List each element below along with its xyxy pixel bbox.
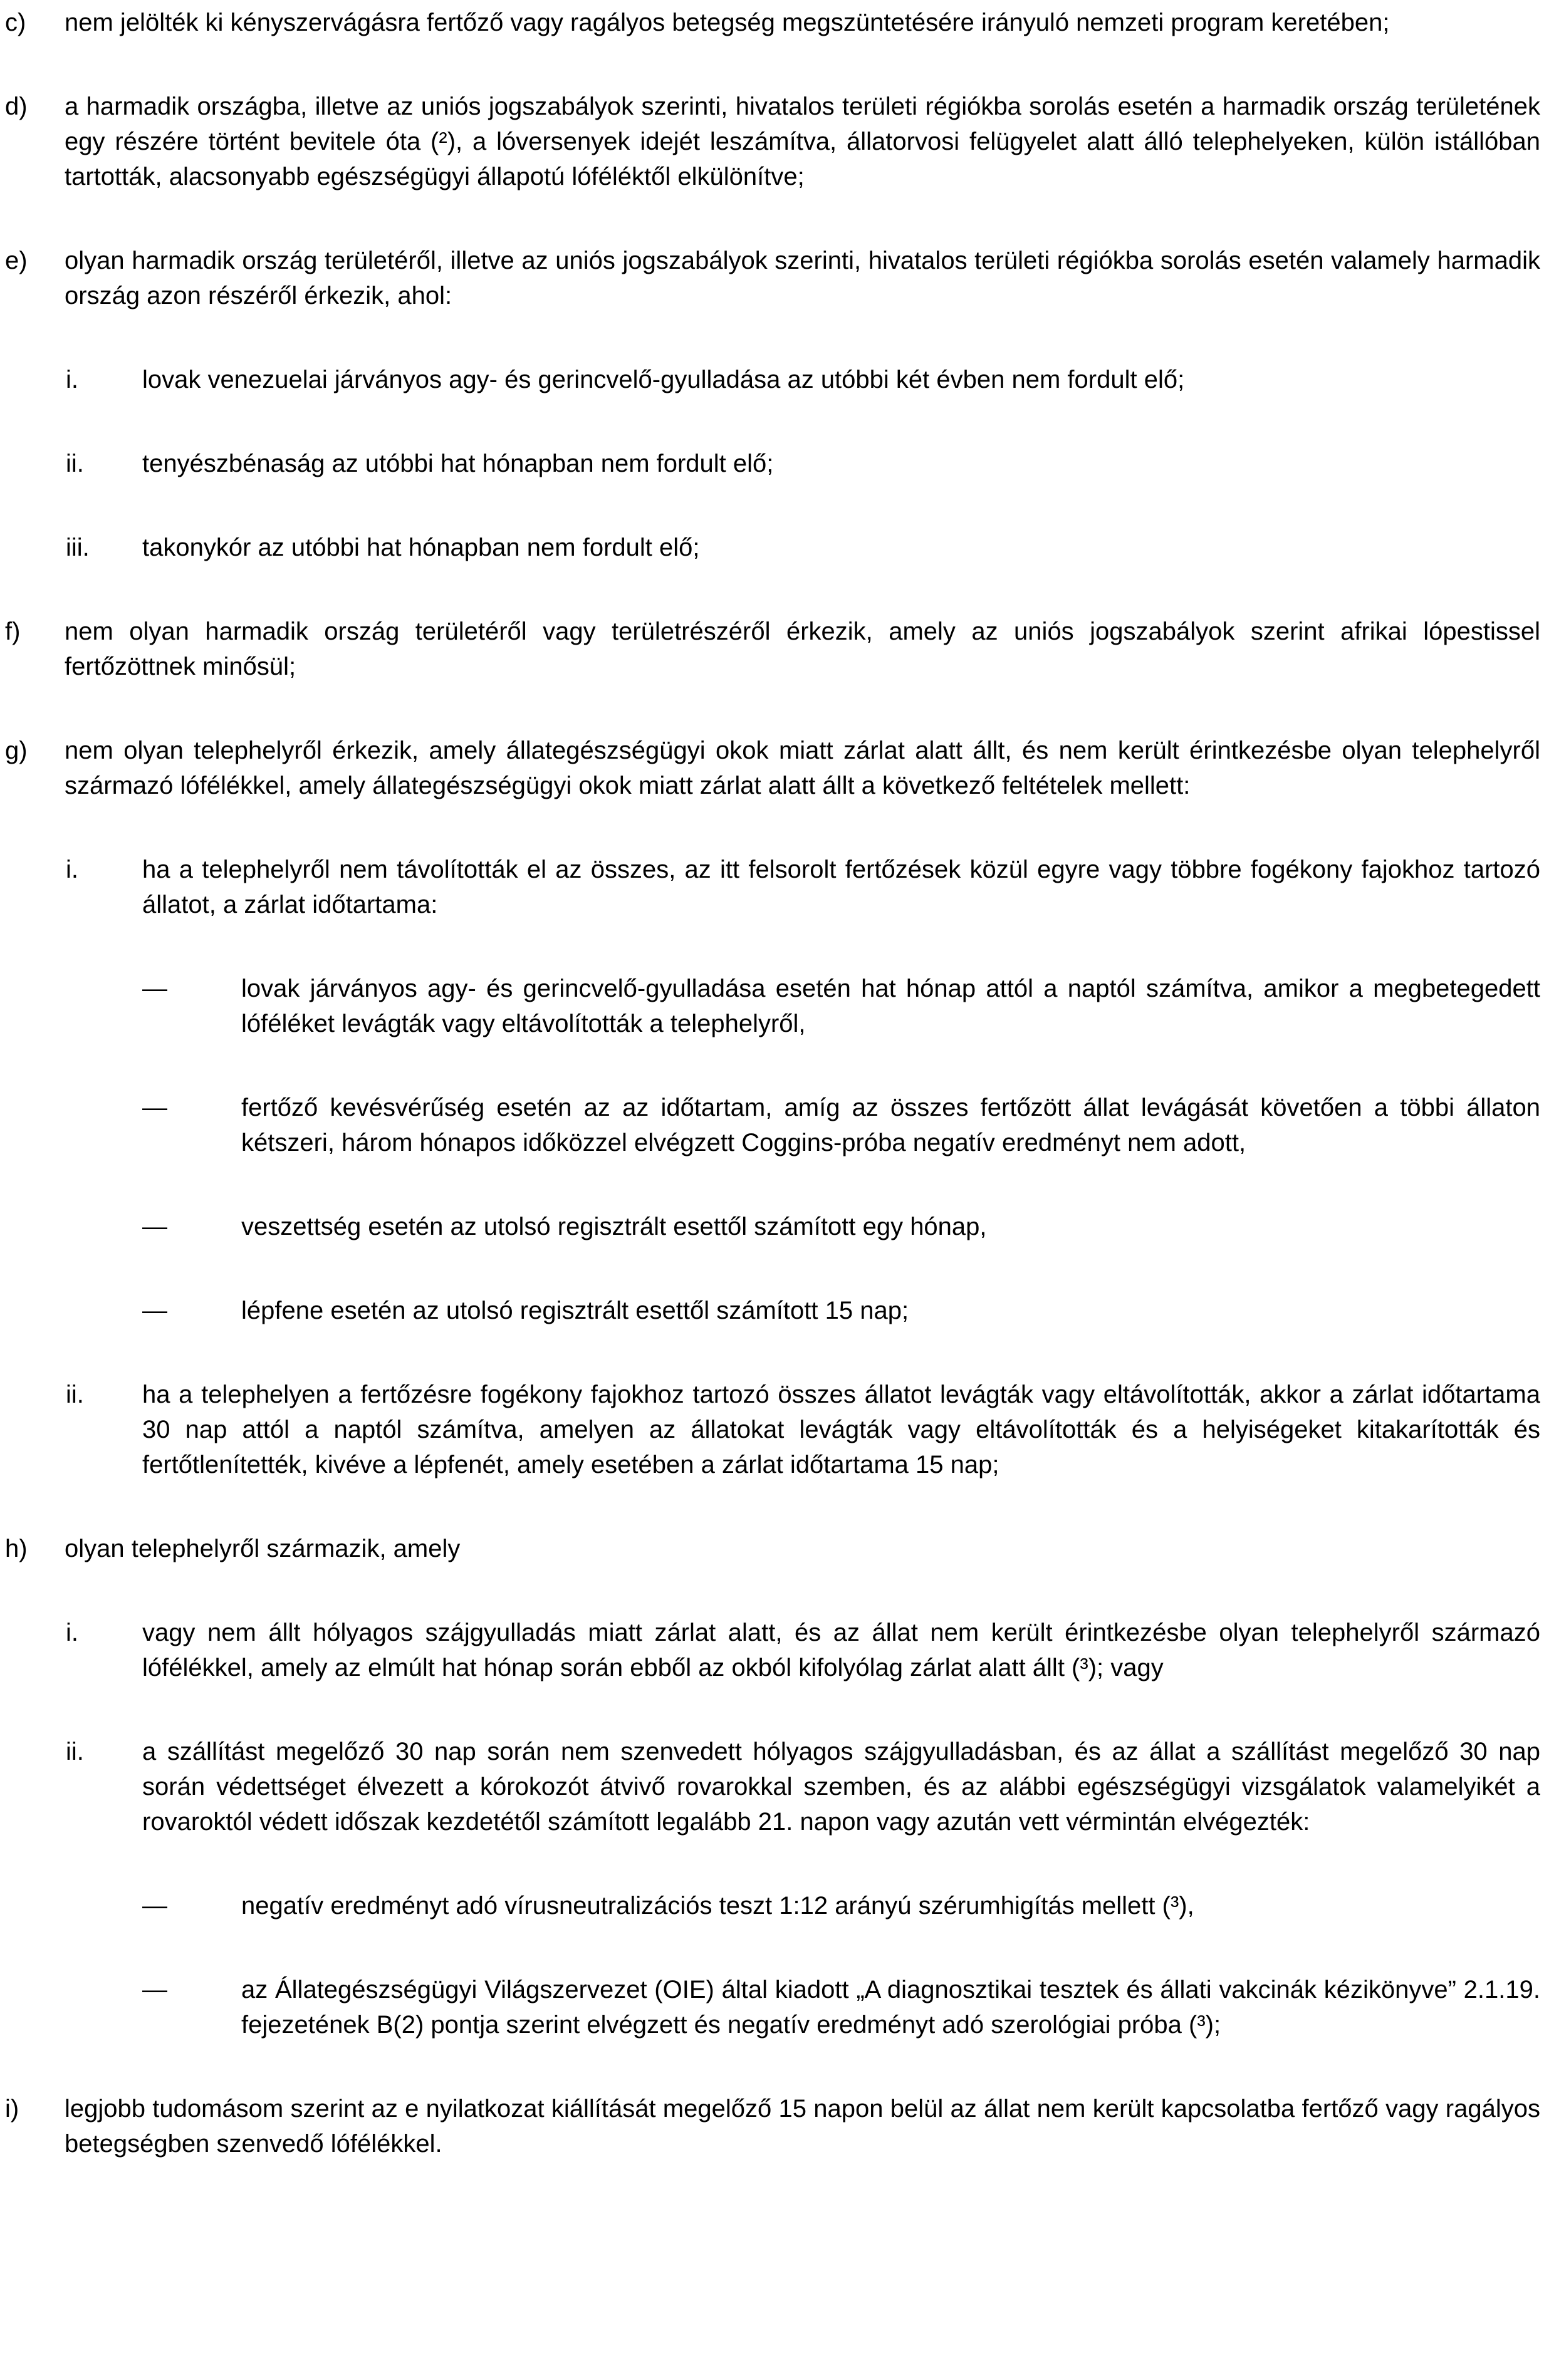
item-text: olyan harmadik ország területéről, illetve az uniós jogszabályok szerinti, hivatalos területi régiókba sorolás esetén valamely harmadik ország azon részéről érkezik, ahol:: [65, 247, 1540, 309]
item-text: negatív eredményt adó vírusneutralizációs teszt 1:12 arányú szérumhigítás mellett (³),: [241, 1892, 1194, 1920]
list-item: [5, 614, 1540, 684]
item-label: i.: [66, 856, 78, 883]
item-text: olyan telephelyről származik, amely: [65, 1535, 461, 1562]
list-item: [5, 89, 1540, 194]
item-text: vagy nem állt hólyagos szájgyulladás miatt zárlat alatt, és az állat nem került érintkezésbe olyan telephelyről származó lófélékkel, amely az elmúlt hat hónap során ebből az okból kifolyólag zárlat alatt állt (³); vagy: [142, 1619, 1540, 1681]
list-item: [5, 2091, 1540, 2161]
item-text: lépfene esetén az utolsó regisztrált esettől számított 15 nap;: [241, 1297, 909, 1324]
dash-marker: —: [142, 1094, 167, 1121]
item-label: g): [5, 737, 28, 764]
item-label: f): [5, 618, 21, 645]
item-label: i): [5, 2095, 19, 2123]
item-text: lovak járványos agy- és gerincvelő-gyulladása esetén hat hónap attól a naptól számítva, amikor a megbetegedett lóféléket levágták vagy eltávolították a telephelyről,: [241, 975, 1540, 1037]
item-text: lovak venezuelai járványos agy- és gerincvelő-gyulladása az utóbbi két évben nem fordult elő;: [142, 366, 1185, 393]
item-text: veszettség esetén az utolsó regisztrált esettől számított egy hónap,: [241, 1213, 987, 1240]
sub-item: [66, 446, 1540, 481]
dash-item: [142, 971, 1540, 1041]
dash-marker: —: [142, 975, 167, 1002]
item-label: ii.: [66, 1738, 84, 1765]
dash-item: [142, 1972, 1540, 2042]
item-label: iii.: [66, 534, 90, 561]
list-item: [5, 1531, 1540, 1566]
item-text: takonykór az utóbbi hat hónapban nem fordult elő;: [142, 534, 700, 561]
document-body: [5, 5, 1540, 2161]
item-text: nem olyan harmadik ország területéről vagy területrészéről érkezik, amely az uniós jogszabályok szerint afrikai lópestissel fertőzöttnek minősül;: [65, 618, 1540, 680]
item-label: d): [5, 93, 28, 120]
item-text: ha a telephelyen a fertőzésre fogékony fajokhoz tartozó összes állatot levágták vagy eltávolították, akkor a zárlat időtartama 30 nap attól a naptól számítva, amelyen az állatokat levágták vagy eltávolították és a helyiségeket kitakarították és fertőtlenítették, kivéve a lépfenét, amely esetében a zárlat időtartama 15 nap;: [142, 1381, 1540, 1478]
item-label: ii.: [66, 450, 84, 477]
dash-item: [142, 1209, 1540, 1244]
dash-item: [142, 1293, 1540, 1328]
sub-item: [66, 1377, 1540, 1482]
dash-marker: —: [142, 1892, 167, 1920]
item-text: a szállítást megelőző 30 nap során nem szenvedett hólyagos szájgyulladásban, és az állat a szállítást megelőző 30 nap során védettséget élvezett a kórokozót átvivő rovarokkal szemben, és az alábbi egészségügyi vizsgálatok valamelyikét a rovaroktól védett időszak kezdetétől számított legalább 21. napon vagy azután vett vérmintán elvégezték:: [142, 1738, 1540, 1836]
item-label: e): [5, 247, 28, 274]
item-label: c): [5, 9, 26, 36]
sub-item: [66, 852, 1540, 922]
item-text: legjobb tudomásom szerint az e nyilatkozat kiállítását megelőző 15 napon belül az állat nem került kapcsolatba fertőző vagy ragályos betegségben szenvedő lófélékkel.: [65, 2095, 1540, 2158]
item-label: ii.: [66, 1381, 84, 1408]
dash-marker: —: [142, 1297, 167, 1324]
item-label: h): [5, 1535, 28, 1562]
sub-item: [66, 362, 1540, 397]
sub-item: [66, 1734, 1540, 1839]
item-text: fertőző kevésvérűség esetén az az időtartam, amíg az összes fertőzött állat levágását követően a többi állaton kétszeri, három hónapos időközzel elvégzett Coggins-próba negatív eredményt nem adott,: [241, 1094, 1540, 1156]
dash-marker: —: [142, 1976, 167, 2003]
dash-item: [142, 1090, 1540, 1160]
dash-marker: —: [142, 1213, 167, 1240]
item-text: ha a telephelyről nem távolították el az összes, az itt felsorolt fertőzések közül egyre vagy többre fogékony fajokhoz tartozó állatot, a zárlat időtartama:: [142, 856, 1540, 918]
item-text: tenyészbénaság az utóbbi hat hónapban nem fordult elő;: [142, 450, 774, 477]
list-item: [5, 243, 1540, 313]
item-text: az Állategészségügyi Világszervezet (OIE) által kiadott „A diagnosztikai tesztek és állati vakcinák kézikönyve” 2.1.19. fejezetének B(2) pontja szerint elvégzett és negatív eredményt adó szerológiai próba (³);: [241, 1976, 1540, 2039]
item-text: nem olyan telephelyről érkezik, amely állategészségügyi okok miatt zárlat alatt állt, és nem került érintkezésbe olyan telephelyről származó lófélékkel, amely állategészségügyi okok miatt zárlat alatt állt a következő feltételek mellett:: [65, 737, 1540, 799]
item-text: nem jelölték ki kényszervágásra fertőző vagy ragályos betegség megszüntetésére irányuló nemzeti program keretében;: [65, 9, 1390, 36]
list-item: [5, 5, 1540, 40]
dash-item: [142, 1888, 1540, 1923]
sub-item: [66, 530, 1540, 565]
sub-item: [66, 1615, 1540, 1685]
list-item: [5, 733, 1540, 803]
item-text: a harmadik országba, illetve az uniós jogszabályok szerinti, hivatalos területi régiókba sorolás esetén a harmadik ország területének egy részére történt bevitele óta (²), a lóversenyek idejét leszámítva, állatorvosi felügyelet alatt álló telephelyeken, külön istállóban tartották, alacsonyabb egészségügyi állapotú lóféléktől elkülönítve;: [65, 93, 1540, 190]
item-label: i.: [66, 1619, 78, 1646]
item-label: i.: [66, 366, 78, 393]
